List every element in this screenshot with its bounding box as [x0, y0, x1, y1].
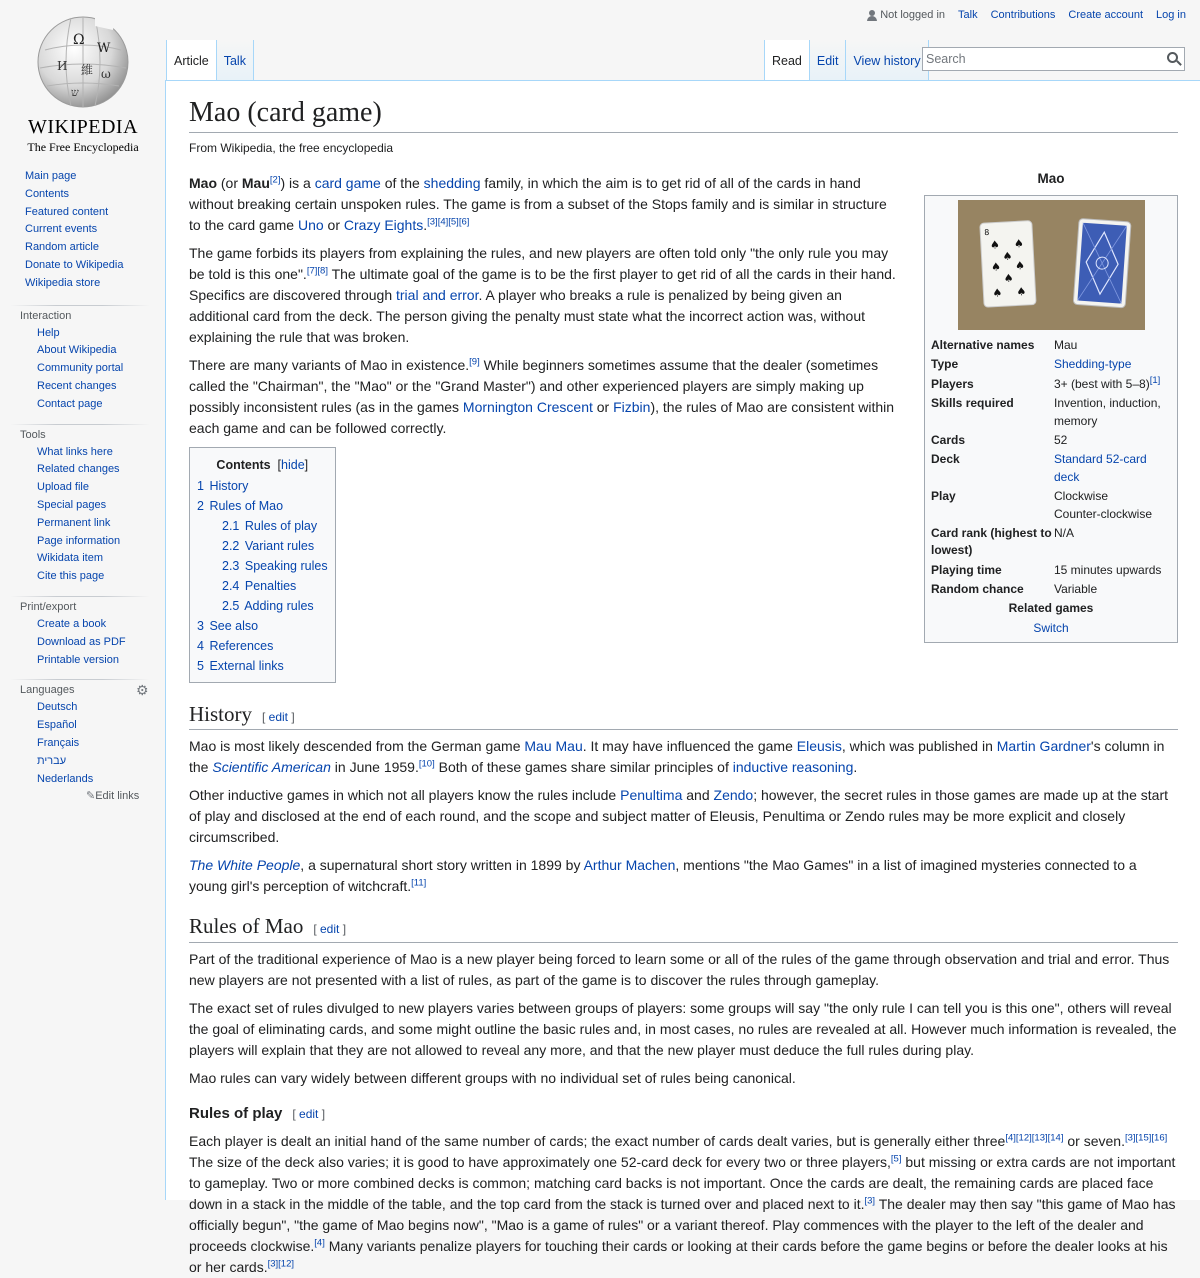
create-account-link[interactable]: Create account	[1068, 9, 1144, 21]
reference-link[interactable]: [4]	[314, 1237, 325, 1249]
reference-link[interactable]: [3]	[267, 1258, 279, 1270]
tool-cite-this-page[interactable]: Cite this page	[37, 570, 105, 583]
tool-permanent-link[interactable]: Permanent link	[37, 516, 111, 529]
toc-item[interactable]: 2.2 Variant rules	[222, 539, 315, 553]
portal-tools	[0, 424, 160, 586]
infobox-row: Alternative names Mau	[931, 338, 1078, 352]
scientific-american-link[interactable]: Scientific American	[212, 759, 331, 776]
infobox-row: Deck Standard 52-card deck	[931, 452, 1147, 484]
history-paragraph: Other inductive games in which not all players know the rules include Penultima and Zendo; however, the secret rules in those games are made up at the start of play and disclosed at the end of each round, and the scope and subject matter of Eleusis, Penultima or Zendo rules may be more explicit and closely circumscribed.	[189, 787, 1168, 846]
print-download-pdf[interactable]: Download as PDF	[37, 635, 126, 648]
infobox-row: Skills required Invention, induction, memory	[931, 396, 1161, 428]
portal-languages	[0, 679, 160, 804]
infobox-row: Play Clockwise Counter-clockwise	[931, 489, 1153, 521]
fizbin-link[interactable]: Fizbin	[613, 399, 651, 415]
toc-item[interactable]: 5 External links	[197, 659, 284, 673]
infobox-row: Playing time 15 minutes upwards	[931, 562, 1162, 577]
svg-text:♠: ♠	[1013, 237, 1024, 251]
svg-text:♠: ♠	[990, 260, 1001, 274]
gear-icon[interactable]: ⚙	[136, 682, 149, 699]
pencil-icon: ✎	[86, 790, 96, 803]
svg-text:♠: ♠	[1015, 284, 1027, 299]
svg-text:8: 8	[983, 227, 990, 238]
history-paragraph: The White People, a supernatural short story written in 1899 by Arthur Machen, mentions "the Mao Games" in a list of imagined mysteries connected to a young girl's perception of witchcraft.[11]	[189, 857, 1137, 895]
reference-link[interactable]: [14]	[1047, 1132, 1064, 1144]
nav-contact[interactable]: Contact page	[37, 397, 103, 410]
article-body	[189, 173, 1178, 1278]
related-game-switch[interactable]: Switch	[1033, 620, 1069, 635]
inductive-reasoning-link[interactable]: inductive reasoning	[732, 759, 854, 776]
lang-hebrew[interactable]: עברית	[37, 754, 67, 767]
tab-talk[interactable]: Talk	[216, 40, 254, 80]
tool-page-information[interactable]: Page information	[37, 534, 121, 547]
infobox-row: Type Shedding-type	[931, 357, 1132, 372]
nav-community-portal[interactable]: Community portal	[37, 362, 124, 375]
reference-link[interactable]: [2]	[269, 174, 281, 186]
lead-paragraph: There are many variants of Mao in existence.[9] While beginners sometimes assume that the dealer (sometimes called the "Chairman", the "Mao" or the "Grand Master") and other experienced players are simply making up possibly inconsistent rules (as in the games Mornington Crescent or Fizbin), the rules of Mao are consistent within each game and can be followed correctly.	[189, 356, 895, 436]
nav-donate[interactable]: Donate to Wikipedia	[25, 258, 124, 271]
search-icon[interactable]	[1167, 52, 1178, 63]
section-heading-rules-of-play: Rules of play [ edit ]	[189, 1104, 326, 1122]
portal-interaction	[0, 305, 160, 414]
globe-icon	[35, 12, 131, 112]
uno-link[interactable]: Uno	[297, 217, 324, 233]
portal-print-export	[0, 596, 160, 669]
infobox-row: Random chance Variable	[931, 582, 1098, 597]
svg-text:♠: ♠	[1001, 249, 1013, 264]
reference-link[interactable]: [16]	[1151, 1132, 1168, 1144]
toc-item[interactable]: 2.1 Rules of play	[222, 519, 318, 533]
reference-link[interactable]: [5]	[890, 1153, 902, 1165]
card-game-link[interactable]: card game	[314, 175, 381, 191]
reference-link[interactable]: [8]	[317, 265, 328, 277]
edit-section-link[interactable]: edit	[268, 710, 289, 724]
content-area	[165, 80, 1200, 1276]
search-box	[922, 47, 1185, 71]
not-logged-in: Not logged in	[867, 9, 945, 21]
reference-link[interactable]: [5]	[448, 216, 459, 228]
tool-related-changes[interactable]: Related changes	[37, 463, 120, 476]
arthur-machen-link[interactable]: Arthur Machen	[583, 857, 676, 874]
toc-item[interactable]: 3 See also	[197, 619, 259, 633]
reference-link[interactable]: [12]	[278, 1258, 295, 1270]
reference-link[interactable]: [6]	[458, 216, 470, 228]
white-people-link[interactable]: The White People	[189, 857, 301, 874]
svg-text:維: 維	[81, 63, 94, 77]
edit-links[interactable]: ✎Edit links	[86, 790, 140, 803]
svg-text:W: W	[97, 41, 111, 56]
reference-link[interactable]: [3]	[427, 216, 438, 228]
tool-special-pages[interactable]: Special pages	[37, 498, 107, 511]
lead-paragraph: Mao (or Mau[2]) is a card game of the shedding family, in which the aim is to get rid of all of the cards in hand without breaking certain unspoken rules. The game is from a subset of the Stops family and is similar in structure to the card game Uno or Crazy Eights.[3][4][5][6]	[189, 174, 887, 233]
namespace-tabs	[166, 40, 254, 80]
logo-tagline: The Free Encyclopedia	[27, 140, 139, 154]
portal-heading-interaction: Interaction	[20, 309, 72, 322]
type-link[interactable]: Shedding-type	[1053, 357, 1132, 372]
edit-section-link[interactable]: edit	[320, 922, 340, 937]
crazy-eights-link[interactable]: Crazy Eights	[343, 217, 424, 233]
svg-text:♠: ♠	[1002, 271, 1014, 286]
svg-text:И: И	[57, 59, 68, 73]
martin-gardner-link[interactable]: Martin Gardner	[996, 738, 1091, 755]
nav-recent-changes[interactable]: Recent changes	[37, 379, 117, 392]
portal-heading-print: Print/export	[20, 600, 77, 613]
contributions-link[interactable]: Contributions	[990, 9, 1056, 21]
nav-current-events[interactable]: Current events	[25, 223, 98, 236]
lang-nederlands[interactable]: Nederlands	[37, 772, 94, 785]
reference-link[interactable]: [3]	[864, 1195, 876, 1207]
reference-link[interactable]: [15]	[1135, 1132, 1152, 1144]
rules-paragraph: The exact set of rules divulged to new players varies between groups of players: some groups will say "the only rule I can tell you is this one", others will reveal the goal of eliminating cards, and some might outline the basic rules and, in most cases, no rules are revealed at all. However much information is revealed, the players will explain that they are not allowed to reveal any more, and that the new player must deduce the full rules during play.	[189, 999, 1177, 1058]
tool-wikidata-item[interactable]: Wikidata item	[37, 552, 104, 565]
reference-link[interactable]: [4]	[1005, 1132, 1016, 1144]
section-heading-rules: Rules of Mao [ edit ]	[189, 913, 1178, 942]
nav-help[interactable]: Help	[37, 326, 60, 339]
lang-francais[interactable]: Français	[37, 736, 80, 749]
svg-text:ω: ω	[101, 67, 111, 81]
history-paragraph: Mao is most likely descended from the German game Mau Mau. It may have influenced the game Eleusis, which was published in Martin Gardner's column in the Scientific American in June 1959.[10] Both of these games share similar principles of inductive reasoning.	[189, 738, 1165, 776]
infobox	[924, 171, 1178, 643]
lead-paragraph: The game forbids its players from explaining the rules, and new players are often told only "the only rule you may be told is this one".[7][8] The ultimate goal of the game is to be the first player to get rid of all the cards in their hand. Specifics are discovered through trial and error. A player who breaks a rule is penalized by being given an additional card from the deck. The person giving the penalty must state what the incorrect action was, without explaining the rule that was broken.	[189, 245, 896, 345]
playing-cards-image[interactable]	[958, 200, 1145, 330]
toc-item[interactable]: 2.3 Speaking rules	[222, 559, 328, 573]
shedding-link[interactable]: shedding	[423, 175, 481, 191]
zendo-link[interactable]: Zendo	[713, 787, 754, 804]
svg-text:ש: ש	[71, 86, 79, 99]
print-create-book[interactable]: Create a book	[37, 617, 107, 630]
penultima-link[interactable]: Penultima	[620, 787, 683, 804]
talk-link[interactable]: Talk	[958, 9, 978, 21]
print-printable-version[interactable]: Printable version	[37, 653, 119, 666]
infobox-caption: Mao	[1037, 171, 1065, 186]
toc-item[interactable]: 2.4 Penalties	[222, 579, 297, 593]
reference-link[interactable]: [7]	[306, 265, 318, 277]
reference-link[interactable]: [4]	[437, 216, 449, 228]
tab-article[interactable]: Article	[166, 40, 216, 80]
toc-hide-link[interactable]: hide	[281, 458, 305, 472]
nav-main-page[interactable]: Main page	[25, 170, 77, 182]
reference-link[interactable]: [12]	[1015, 1132, 1032, 1144]
reference-link[interactable]: [10]	[418, 758, 435, 770]
logo-wordmark: WIKIPEDIA	[27, 116, 139, 138]
portal-heading-tools: Tools	[20, 428, 46, 441]
toc-title: Contents [hide]	[216, 458, 309, 472]
svg-text:Ω: Ω	[73, 32, 85, 48]
wikipedia-logo[interactable]	[18, 10, 148, 154]
nav-random-article[interactable]: Random article	[25, 241, 99, 254]
nav-featured-content[interactable]: Featured content	[25, 205, 109, 218]
rules-paragraph: Part of the traditional experience of Mao is a new player being forced to learn some or all of the rules of the game through observation and trial and error. Thus new players are not presented with a list of rules, as part of the game is to discover the rules through gameplay.	[189, 950, 1170, 988]
tool-what-links-here[interactable]: What links here	[37, 445, 113, 458]
infobox-row: Card rank (highest to lowest) N/A	[931, 525, 1074, 558]
portal-heading-languages: Languages ⚙	[20, 682, 149, 699]
deck-link[interactable]: Standard 52-card deck	[1053, 452, 1147, 484]
reference-link[interactable]: [1]	[1149, 374, 1161, 386]
sidebar	[0, 168, 160, 804]
toc-item[interactable]: 2 Rules of Mao	[197, 499, 284, 513]
play-paragraph: Each player is dealt an initial hand of the same number of cards; the exact number of cards dealt varies, but is generally either three[4][12][13][14] or seven.[3][15][16] The size of the deck also varies; it is good to have approximately one 52-card deck for every two or three players,[5] but missing or extra cards are not important to gameplay. Two or more combined decks is common; matching card backs is not important. Once the cards are dealt, the remaining cards are placed face down in a stack in the middle of the table, and the top card from the stack is turned over and placed next to it.[3] The dealer may then say "this game of Mao has officially begun", "the game of Mao begins now", "Mao is a game of rules" or a variant thereof. Play commences with the player to the left of the dealer and proceeds clockwise.[4] Many variants penalize players for touching their cards or looking at their cards before the game begins or before the dealer looks at his or her cards.[3][12]	[189, 1132, 1176, 1276]
svg-text:♠: ♠	[991, 286, 1003, 300]
toc-item[interactable]: 4 References	[197, 639, 274, 653]
nav-contents[interactable]: Contents	[25, 187, 70, 200]
page-title: Mao (card game)	[189, 95, 1178, 133]
toc-item[interactable]: 2.5 Adding rules	[222, 599, 314, 613]
view-tabs	[764, 40, 929, 80]
infobox-row: Players 3+ (best with 5–8)[1]	[931, 374, 1161, 391]
toc-item[interactable]: 1 History	[197, 479, 249, 493]
nav-about[interactable]: About Wikipedia	[37, 344, 117, 357]
tab-view-history[interactable]: View history	[845, 40, 928, 80]
login-link[interactable]: Log in	[1156, 9, 1186, 21]
lang-deutsch[interactable]: Deutsch	[37, 701, 78, 714]
reference-link[interactable]: [11]	[411, 877, 427, 889]
svg-text:♠: ♠	[989, 238, 1000, 252]
personal-tools	[867, 9, 1186, 21]
infobox-row: Cards 52	[931, 432, 1068, 447]
search-input[interactable]	[923, 48, 1153, 70]
user-icon	[867, 10, 877, 21]
reference-link[interactable]: [9]	[469, 356, 480, 368]
section-heading-history: History [ edit ]	[189, 701, 1178, 730]
tool-upload-file[interactable]: Upload file	[37, 481, 89, 494]
reference-link[interactable]: [3]	[1124, 1132, 1136, 1144]
edit-section-link[interactable]: edit	[299, 1106, 319, 1121]
nav-store[interactable]: Wikipedia store	[25, 276, 101, 289]
mornington-crescent-link[interactable]: Mornington Crescent	[462, 399, 593, 415]
svg-text:♠: ♠	[1014, 259, 1025, 273]
tab-read[interactable]: Read	[764, 40, 809, 80]
main-navigation	[0, 168, 160, 293]
eleusis-link[interactable]: Eleusis	[796, 738, 842, 755]
related-games-heading: Related games	[1008, 601, 1094, 616]
reference-link[interactable]: [13]	[1031, 1132, 1048, 1144]
trial-and-error-link[interactable]: trial and error	[396, 287, 479, 303]
rules-paragraph: Mao rules can vary widely between different groups with no individual set of rules being canonical.	[189, 1069, 796, 1086]
table-of-contents	[189, 447, 336, 683]
tab-edit[interactable]: Edit	[809, 40, 846, 80]
mau-mau-link[interactable]: Mau Mau	[524, 738, 583, 755]
site-subtitle: From Wikipedia, the free encyclopedia	[189, 141, 394, 155]
lang-espanol[interactable]: Español	[37, 719, 77, 732]
